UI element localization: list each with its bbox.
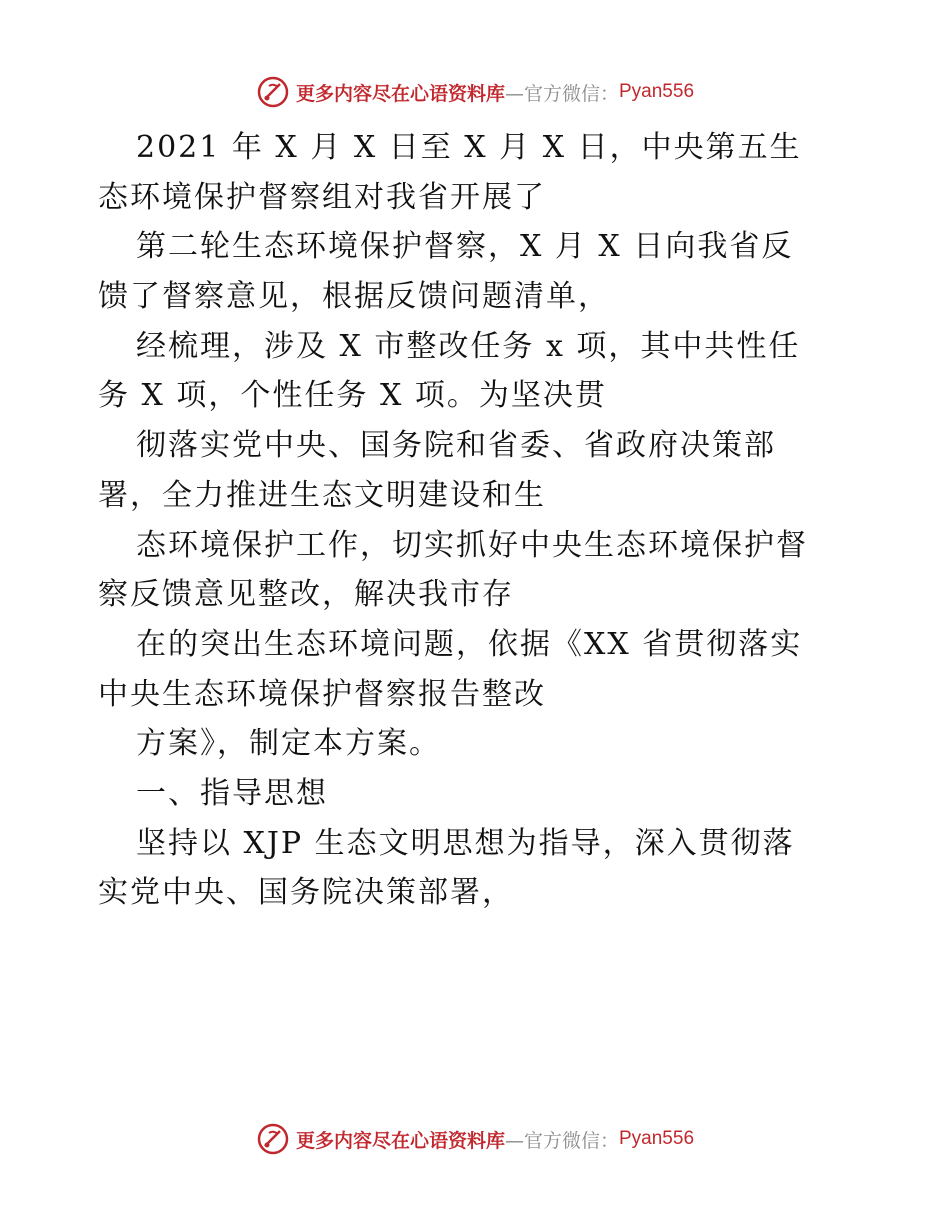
body-text-line: 第二轮生态环境保护督察，X 月 X 日向我省反 — [136, 229, 794, 265]
body-text-line: 在的突出生态环境问题，依据《XX 省贯彻落实 — [136, 626, 803, 662]
brand-logo-icon — [256, 75, 290, 109]
body-text-line: 馈了督察意见，根据反馈问题清单， — [98, 279, 610, 315]
footer-brand-text: 更多内容尽在心语资料库 — [295, 1129, 505, 1152]
header-watermark — [0, 72, 950, 112]
body-text-line: 经梳理，涉及 X 市整改任务 x 项，其中共性任 — [136, 328, 801, 364]
body-text-line: 中央生态环境保护督察报告整改 — [98, 676, 546, 712]
header-wechat-id: Pyan556 — [619, 81, 695, 102]
body-text-line: 态环境保护工作，切实抓好中央生态环境保护督 — [136, 527, 808, 563]
footer-watermark — [0, 1119, 950, 1159]
document-body — [98, 124, 858, 919]
body-text-line: 一、指导思想 — [136, 775, 328, 811]
body-text-line: 实党中央、国务院决策部署， — [98, 875, 514, 911]
header-wechat-label: —官方微信： — [504, 82, 619, 105]
body-text-line: 2021 年 X 月 X 日至 X 月 X 日，中央第五生 — [136, 130, 802, 165]
footer-wechat-id: Pyan556 — [619, 1128, 695, 1149]
body-text-line: 彻落实党中央、国务院和省委、省政府决策部 — [136, 428, 776, 464]
body-text-line: 坚持以 XJP 生态文明思想为指导，深入贯彻落 — [136, 825, 795, 861]
body-text-line: 署，全力推进生态文明建设和生 — [98, 477, 546, 513]
body-text-line: 务 X 项，个性任务 X 项。为坚决贯 — [98, 378, 607, 414]
body-text-line: 态环境保护督察组对我省开展了 — [98, 179, 546, 215]
footer-wechat-label: —官方微信： — [504, 1129, 619, 1152]
brand-logo-icon — [256, 1122, 290, 1156]
body-text-line: 方案》，制定本方案。 — [136, 726, 441, 762]
body-text-line: 察反馈意见整改，解决我市存 — [98, 577, 514, 613]
header-brand-text: 更多内容尽在心语资料库 — [295, 82, 505, 105]
